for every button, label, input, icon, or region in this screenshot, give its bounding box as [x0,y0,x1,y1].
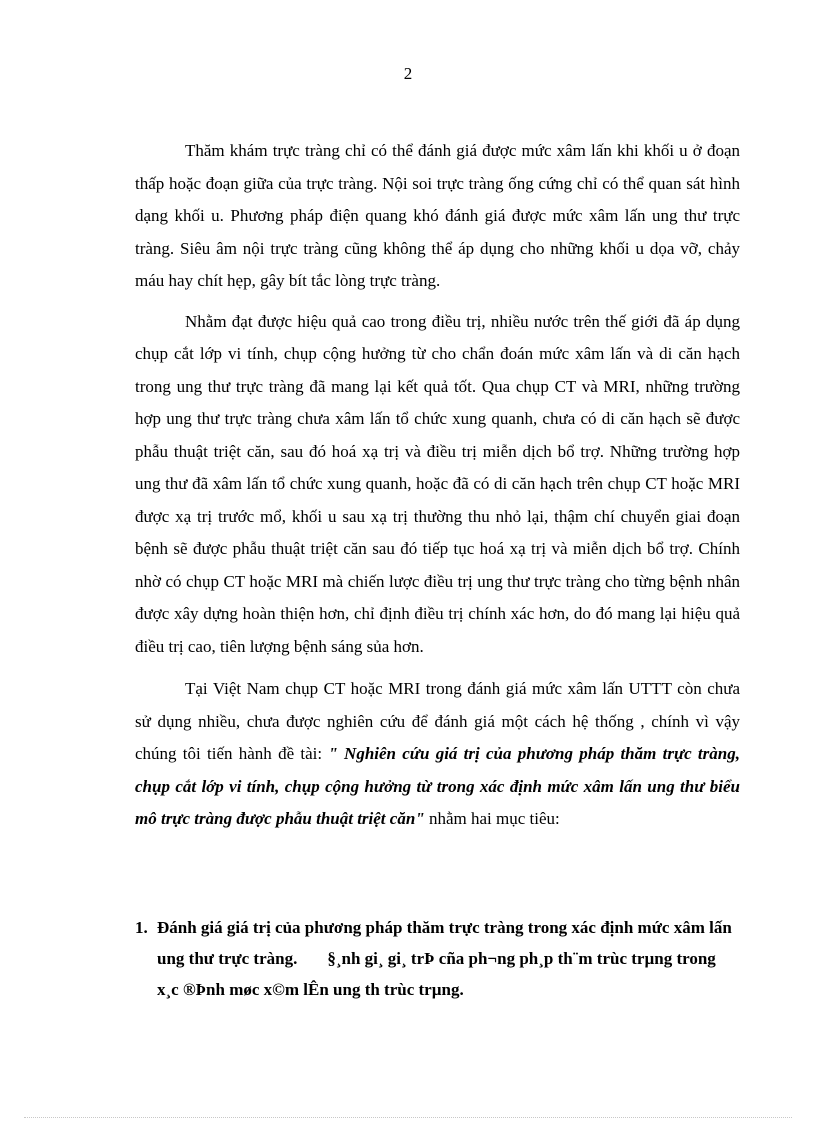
paragraph-3-tail: nhằm hai mục tiêu: [424,809,560,828]
objective-text-main: Đánh giá giá trị của phương pháp thăm trực tràng trong xác định mức xâm lấn ung thư trực tràng. [157,918,732,968]
paragraph-3 [135,673,740,836]
page-bottom-divider [24,1117,792,1118]
page-number: 2 [403,64,413,83]
objective-number: 1. [135,918,148,937]
body-text [135,135,740,846]
objective-text-garbled: §¸nh gi¸ gi¸ trÞ cña ph¬ng ph¸p th¨m trùc trµng trong x¸c ®Þnh møc x©m lÊn ung th trùc trµng. [157,949,716,999]
paragraph-3-lead: Tại Việt Nam chụp CT hoặc MRI trong đánh giá mức xâm lấn UTTT còn chưa sử dụng nhiều, chưa được nghiên cứu để đánh giá một cách hệ thống , chính vì vậy chúng tôi tiến hành đề tài: [135,679,740,763]
paragraph-1: Thăm khám trực tràng chỉ có thể đánh giá được mức xâm lấn khi khối u ở đoạn thấp hoặc đoạn giữa của trực tràng. Nội soi trực tràng ống cứng chỉ có thể quan sát hình dạng khối u. Phương pháp điện quang khó đánh giá được mức xâm lấn ung thư trực tràng. Siêu âm nội trực tràng cũng không thể áp dụng cho những khối u dọa vỡ, chảy máu hay chít hẹp, gây bít tắc lòng trực tràng. [135,141,740,290]
objectives-list [135,912,740,1005]
objective-item [135,912,740,1005]
paragraph-2: Nhằm đạt được hiệu quả cao trong điều trị, nhiều nước trên thế giới đã áp dụng chụp cắt lớp vi tính, chụp cộng hưởng từ cho chẩn đoán mức xâm lấn và di căn hạch trong ung thư trực tràng đã mang lại kết quả tốt. Qua chụp CT và MRI, những trường hợp ung thư trực tràng chưa xâm lấn tổ chức xung quanh, chưa có di căn hạch sẽ được phẫu thuật triệt căn, sau đó hoá xạ trị và điều trị miễn dịch bổ trợ. Những trường hợp ung thư đã xâm lấn tổ chức xung quanh, hoặc đã có di căn hạch trên chụp CT hoặc MRI được xạ trị trước mổ, khối u sau xạ trị thường thu nhỏ lại, thậm chí chuyển giai đoạn bệnh sẽ được phẫu thuật triệt căn sau đó tiếp tục hoá xạ trị và miễn dịch bổ trợ. Chính nhờ có chụp CT hoặc MRI mà chiến lược điều trị ung thư trực tràng cho từng bệnh nhân được xây dựng hoàn thiện hơn, chỉ định điều trị chính xác hơn, do đó mang lại hiệu quả điều trị cao, tiên lượng bệnh sáng sủa hơn. [135,311,740,656]
research-title: " Nghiên cứu giá trị của phương pháp thăm trực tràng, chụp cắt lớp vi tính, chụp cộng hưởng từ trong xác định mức xâm lấn ung thư biểu mô trực tràng được phẫu thuật triệt căn" [135,744,740,828]
objective-text [157,912,740,1005]
